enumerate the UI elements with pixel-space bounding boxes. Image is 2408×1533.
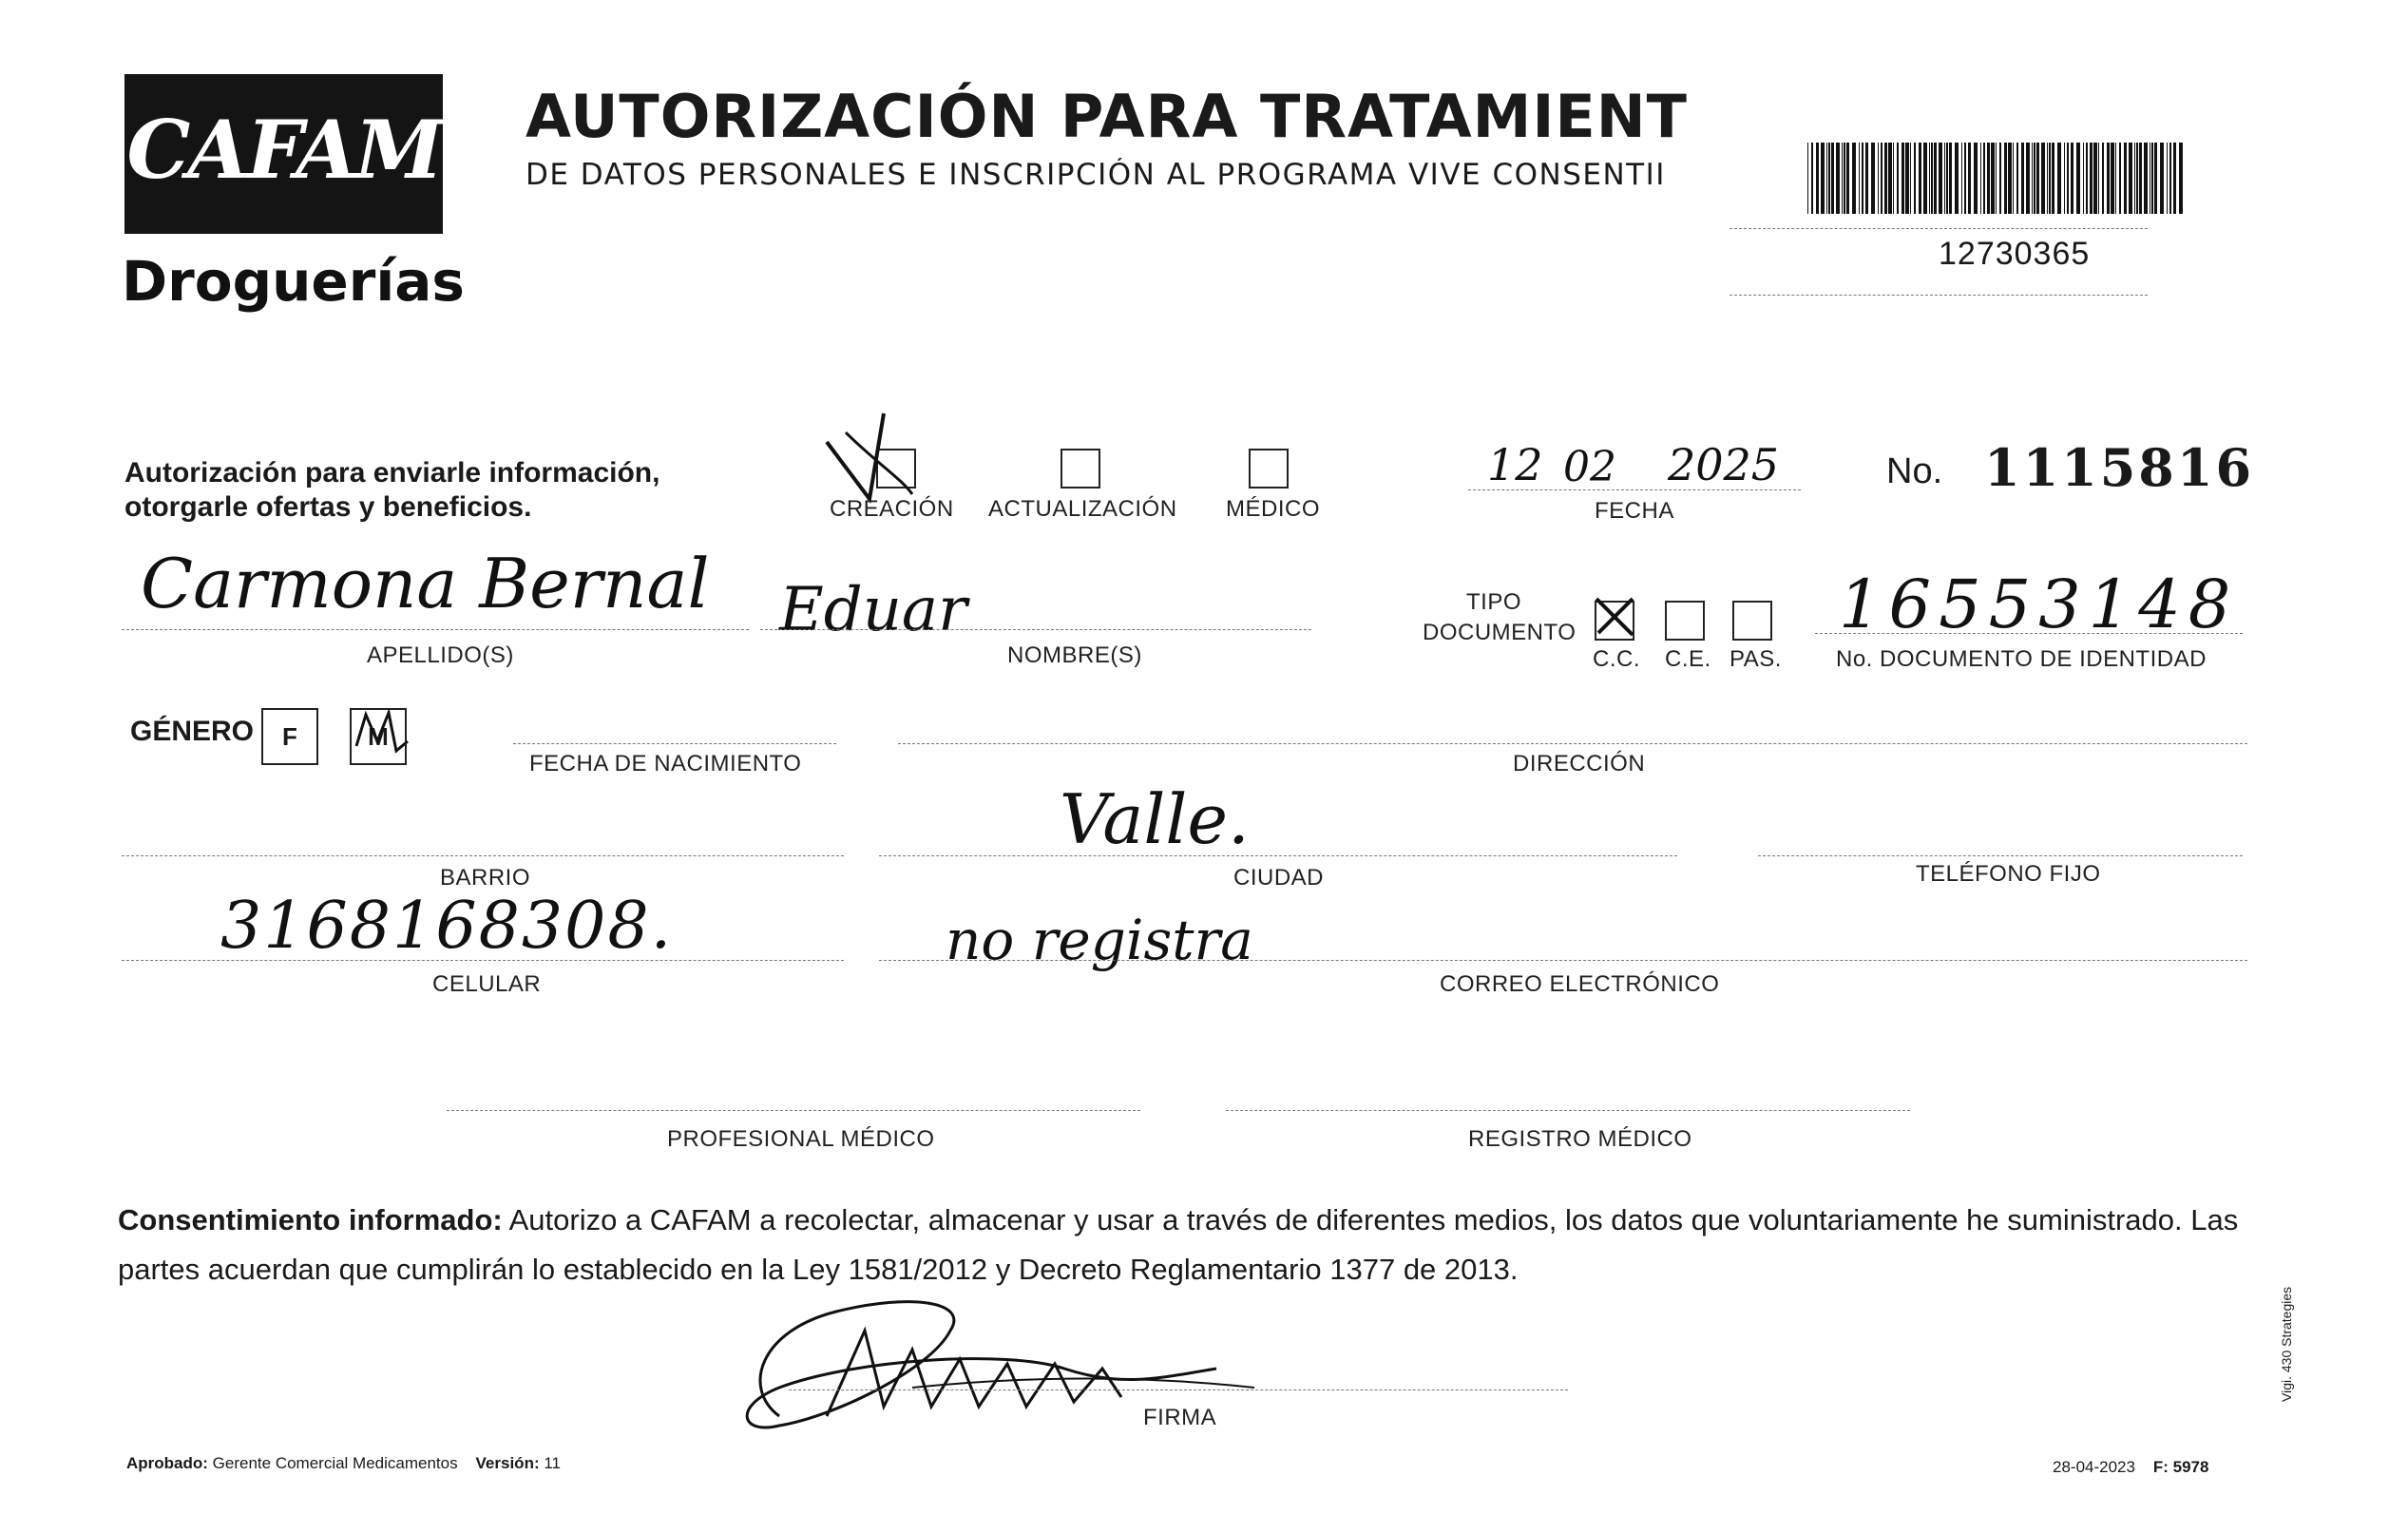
intro-line-2: otorgarle ofertas y beneficios.: [124, 491, 532, 523]
consent-text: Autorizo a CAFAM a recolectar, almacenar y usar a través de diferentes medios, los datos que voluntariamente he suministrado. Las partes acuerdan que cumplirán lo establecido en la Ley 1581/2012 y Decreto Reglamentario 1377 de 2013.: [118, 1203, 2239, 1286]
footer-code: F: 5978: [2152, 1458, 2209, 1476]
barcode-bar: [2111, 143, 2114, 214]
barcode-bar: [1991, 143, 1995, 214]
checkbox-ce[interactable]: [1665, 601, 1705, 641]
barcode-bar: [1888, 143, 1892, 214]
barcode-bar: [1881, 143, 1882, 214]
doc-number-line: [1815, 633, 2243, 634]
date-label: FECHA: [1595, 498, 1674, 524]
barcode-bar: [2124, 143, 2127, 214]
footer-approved: [126, 1454, 561, 1473]
barcode-bar: [2090, 143, 2093, 214]
barcode-bar: [1871, 143, 1875, 214]
doc-number-label: No. DOCUMENTO DE IDENTIDAD: [1836, 646, 2207, 672]
barcode-bar: [2136, 143, 2138, 214]
barcode-bar: [2076, 143, 2080, 214]
birth-line: [513, 743, 836, 744]
signature-image: [722, 1274, 1387, 1454]
mobile-value: 3168168308.: [220, 889, 674, 964]
barcode-bar: [2041, 143, 2045, 214]
barcode-bar: [1910, 143, 1911, 214]
barcode-bar: [2047, 143, 2048, 214]
date-year: 2025: [1668, 439, 1780, 490]
surnames-label: APELLIDO(S): [367, 642, 514, 668]
barcode-bar: [1865, 143, 1868, 214]
approved-label: Aprobado:: [126, 1454, 208, 1472]
date-month: 02: [1563, 443, 1616, 491]
intro-text: [124, 456, 659, 525]
barcode-bar: [1893, 143, 1894, 214]
barcode-bar: [1905, 143, 1909, 214]
logo-subtitle: Droguerías: [122, 249, 465, 314]
gender-f-label: F: [282, 722, 297, 751]
barcode-bar: [2026, 143, 2030, 214]
barcode-bar: [1821, 143, 1825, 214]
barcode-bar: [2102, 143, 2104, 214]
barcode-bar: [1961, 143, 1962, 214]
label-cc: C.C.: [1593, 646, 1640, 672]
barcode-bar: [2179, 143, 2183, 214]
logo-text: CAFAM: [126, 103, 441, 197]
barcode-bar: [2167, 143, 2168, 214]
barcode-bar: [2057, 143, 2061, 214]
doctor-label: PROFESIONAL MÉDICO: [667, 1126, 935, 1152]
barcode-number: 12730365: [1939, 236, 2091, 272]
barcode-bar: [2071, 143, 2074, 214]
barcode-bar: [1996, 143, 1997, 214]
city-value: Valle.: [1060, 779, 1250, 859]
barcode-bar: [2049, 143, 2051, 214]
mobile-line: [122, 960, 844, 961]
barcode-bar: [2098, 143, 2099, 214]
barcode-bar: [1934, 143, 1937, 214]
barcode-bar: [1878, 143, 1879, 214]
approved-value: Gerente Comercial Medicamentos: [212, 1454, 458, 1472]
barcode-bar: [1842, 143, 1843, 214]
barcode-bar: [2107, 143, 2110, 214]
barcode-bar: [1929, 143, 1930, 214]
mobile-label: CELULAR: [432, 971, 542, 997]
barcode-bar: [2129, 143, 2132, 214]
barcode-bar: [1955, 143, 1959, 214]
barcode-bar: [1884, 143, 1887, 214]
barcode-bar: [1816, 143, 1819, 214]
barcode-bar: [2169, 143, 2171, 214]
phone-line: [1758, 855, 2243, 856]
footer-right: [2053, 1458, 2208, 1477]
barcode-bar: [1807, 143, 1808, 214]
checkbox-gender-f[interactable]: [261, 708, 318, 765]
checkbox-pas[interactable]: [1732, 601, 1772, 641]
barcode-bar: [1999, 143, 2001, 214]
side-vertical-text: Vigi. 430 Strategies: [2279, 1286, 2294, 1402]
barcode-bar: [1923, 143, 1927, 214]
barcode-bar: [2093, 143, 2097, 214]
barcode-bar: [1983, 143, 1985, 214]
barcode-bar: [1852, 143, 1856, 214]
email-line: [879, 960, 2247, 961]
label-pas: PAS.: [1730, 646, 1782, 672]
surnames-line: [122, 629, 749, 630]
phone-label: TELÉFONO FIJO: [1916, 861, 2101, 887]
barcode-bar: [2173, 143, 2176, 214]
barcode: [1807, 143, 2188, 214]
neighborhood-line: [122, 855, 844, 856]
label-medico: MÉDICO: [1226, 496, 1320, 522]
barcode-bar: [1919, 143, 1921, 214]
doctor-line: [447, 1110, 1140, 1111]
barcode-bar: [2036, 143, 2039, 214]
intro-line-1: Autorización para enviarle información,: [124, 457, 660, 489]
surnames-value: Carmona Bernal: [141, 544, 710, 623]
barcode-bar: [1826, 143, 1827, 214]
consent-heading: Consentimiento informado:: [118, 1203, 503, 1236]
barcode-bar: [1897, 143, 1899, 214]
doc-number-value: 16553148: [1839, 565, 2239, 643]
barcode-bar: [1931, 143, 1933, 214]
barcode-bar: [2160, 143, 2164, 214]
city-label: CIUDAD: [1233, 865, 1325, 891]
page-subtitle: DE DATOS PERSONALES E INSCRIPCIÓN AL PROGRAMA VIVE CONSENTII: [526, 158, 1666, 192]
names-value: Eduar: [779, 575, 967, 645]
gender-label: GÉNERO: [130, 716, 255, 747]
gender-m-label: M: [368, 722, 389, 751]
barcode-bar: [1902, 143, 1904, 214]
barcode-bar: [2052, 143, 2054, 214]
barcode-bar: [1811, 143, 1813, 214]
barcode-bar: [2139, 143, 2142, 214]
form-number-label: No.: [1886, 451, 1943, 491]
address-label: DIRECCIÓN: [1513, 751, 1646, 776]
barcode-bar: [2013, 143, 2014, 214]
barcode-bar: [1968, 143, 1971, 214]
address-line: [898, 743, 2247, 744]
barcode-bar: [1914, 143, 1916, 214]
barcode-bar: [2008, 143, 2012, 214]
barcode-bar: [2067, 143, 2069, 214]
date-day: 12: [1487, 439, 1543, 490]
names-label: NOMBRE(S): [1007, 642, 1142, 668]
date-line: [1468, 489, 1801, 490]
barcode-bar: [2144, 143, 2148, 214]
checkbox-medico[interactable]: [1249, 449, 1289, 489]
version-value: 11: [544, 1454, 562, 1472]
barcode-bar: [2032, 143, 2033, 214]
label-ce: C.E.: [1665, 646, 1711, 672]
barcode-divider: [1730, 228, 2148, 229]
barcode-bar: [1964, 143, 1966, 214]
version-label: Versión:: [475, 1454, 540, 1472]
barcode-bar: [2151, 143, 2153, 214]
barcode-bar: [1828, 143, 1830, 214]
names-line: [760, 629, 1311, 630]
label-creacion: CREACIÓN: [830, 496, 954, 522]
registry-line: [1226, 1110, 1910, 1111]
barcode-bar: [1946, 143, 1948, 214]
neighborhood-label: BARRIO: [440, 865, 531, 891]
form-number: 1115816: [1984, 437, 2255, 498]
gender-mark-icon: [347, 703, 413, 760]
barcode-bar: [2119, 143, 2121, 214]
barcode-bar: [2016, 143, 2018, 214]
check-mark-icon: [817, 404, 931, 508]
barcode-bar: [1831, 143, 1834, 214]
barcode-bar: [1862, 143, 1863, 214]
header-divider: [1730, 295, 2148, 296]
barcode-bar: [1844, 143, 1845, 214]
barcode-bar: [1987, 143, 1990, 214]
email-label: CORREO ELECTRÓNICO: [1440, 971, 1720, 997]
barcode-bar: [2004, 143, 2007, 214]
checkbox-actualizacion[interactable]: [1061, 449, 1100, 489]
footer-date: 28-04-2023: [2053, 1458, 2135, 1476]
barcode-bar: [2115, 143, 2116, 214]
doc-type-label-1: TIPO: [1466, 589, 1522, 615]
label-actualizacion: ACTUALIZACIÓN: [988, 496, 1177, 522]
barcode-bar: [2064, 143, 2065, 214]
x-mark-icon: [1589, 591, 1640, 642]
registry-label: REGISTRO MÉDICO: [1468, 1126, 1692, 1152]
cafam-logo: [124, 74, 443, 234]
barcode-bar: [1980, 143, 1981, 214]
barcode-bar: [1944, 143, 1945, 214]
barcode-bar: [2021, 143, 2024, 214]
signature-line: [789, 1389, 1568, 1390]
barcode-bar: [1846, 143, 1849, 214]
city-line: [879, 855, 1677, 856]
page-title: AUTORIZACIÓN PARA TRATAMIENT: [526, 82, 1688, 151]
barcode-bar: [1974, 143, 1978, 214]
barcode-bar: [2086, 143, 2088, 214]
barcode-bar: [2154, 143, 2157, 214]
barcode-bar: [2034, 143, 2035, 214]
barcode-bar: [1939, 143, 1942, 214]
signature-label: FIRMA: [1143, 1405, 1217, 1430]
doc-type-label-2: DOCUMENTO: [1423, 620, 1577, 645]
barcode-bar: [1859, 143, 1860, 214]
barcode-bar: [2134, 143, 2135, 214]
barcode-bar: [1836, 143, 1840, 214]
email-value: no registra: [946, 908, 1253, 972]
birth-label: FECHA DE NACIMIENTO: [529, 751, 802, 776]
barcode-bar: [1949, 143, 1952, 214]
barcode-bar: [2083, 143, 2084, 214]
